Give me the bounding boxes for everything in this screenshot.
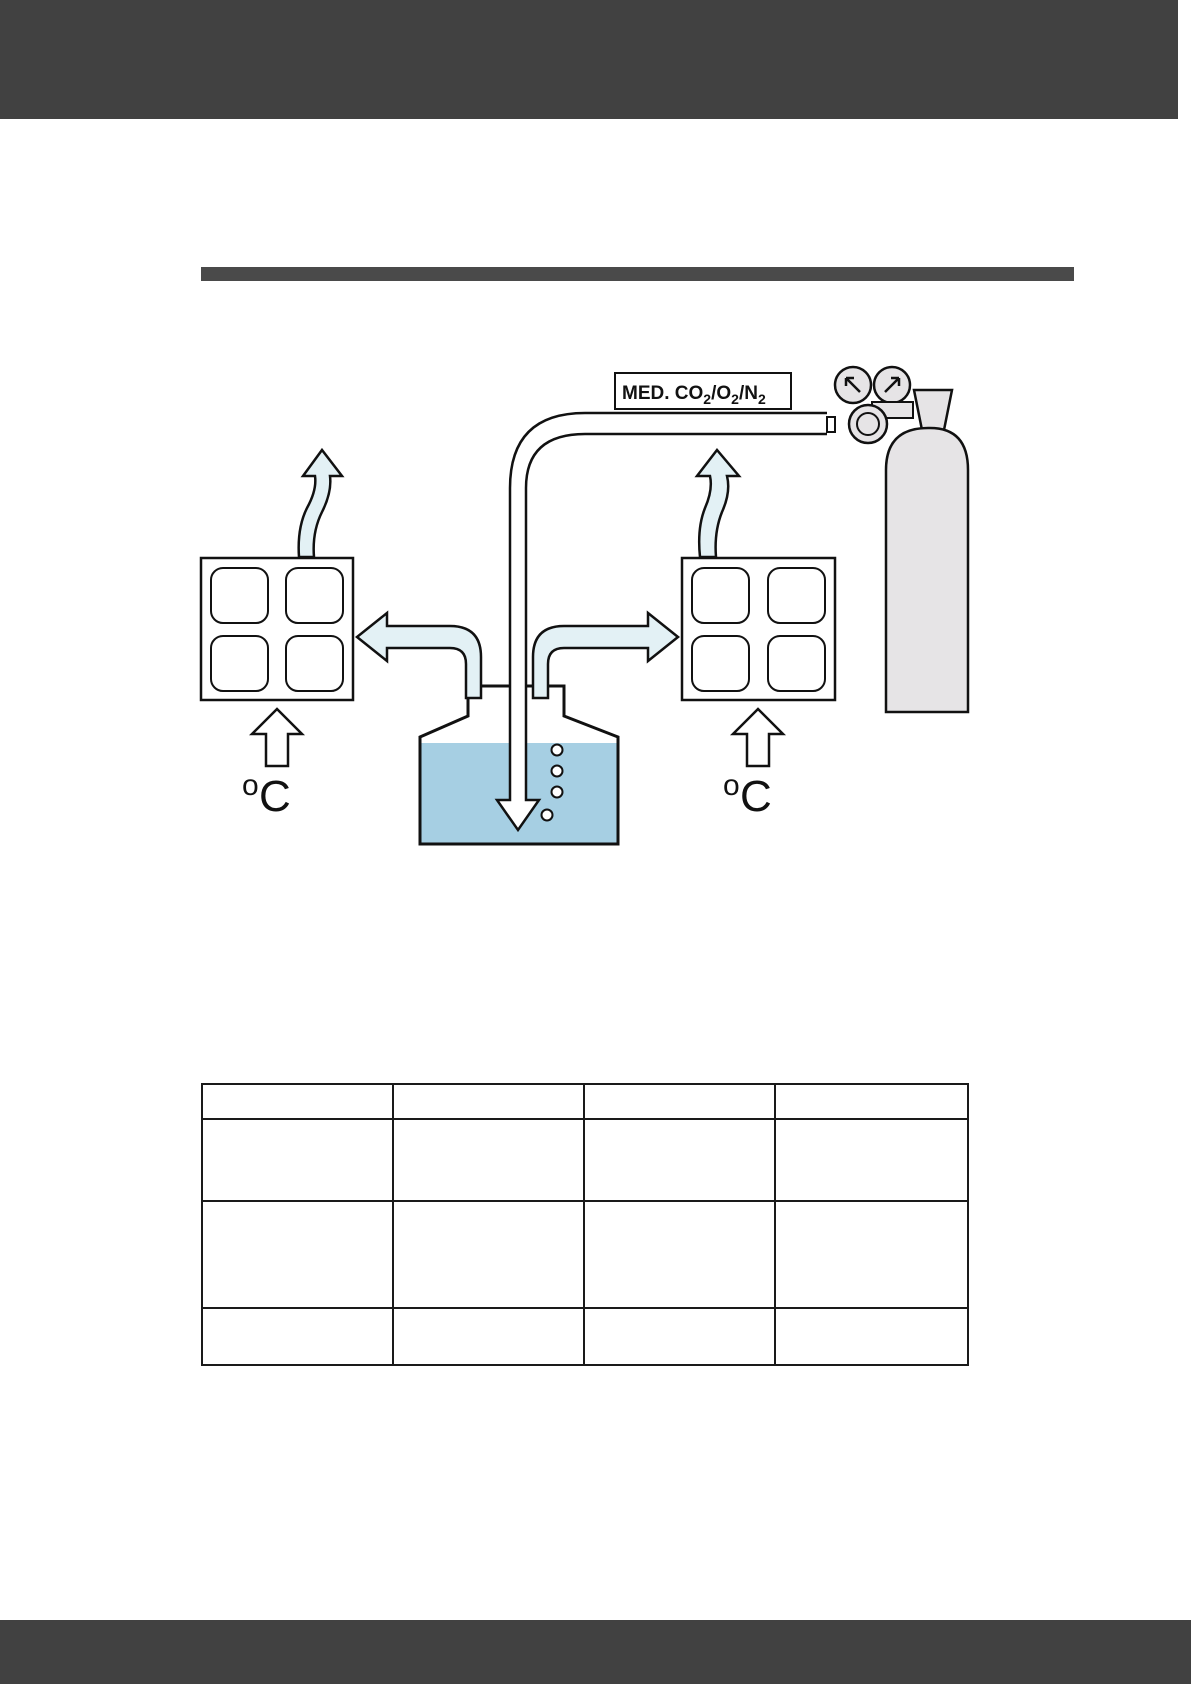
table-row — [202, 1201, 968, 1308]
left-outlet-arrow — [357, 613, 481, 698]
table-cell — [584, 1119, 775, 1201]
heat-input-arrow-icon — [252, 709, 302, 766]
table-cell — [775, 1201, 968, 1308]
right-temp-unit: C — [740, 772, 772, 821]
table-row — [202, 1308, 968, 1365]
bubble — [542, 810, 553, 821]
table-cell — [202, 1119, 393, 1201]
table-cell — [775, 1084, 968, 1119]
table-cell — [202, 1308, 393, 1365]
well-plate-icon — [682, 558, 835, 700]
table-cell — [202, 1084, 393, 1119]
left-temp-degree: o — [242, 769, 259, 802]
table-cell — [393, 1308, 584, 1365]
table-cell — [393, 1119, 584, 1201]
bubble — [552, 745, 563, 756]
right-temp-degree: o — [723, 769, 740, 802]
table-cell — [393, 1201, 584, 1308]
gas-label-text: MED. $CO_2/O_2/N_2$ — [622, 383, 766, 407]
well-plate-icon — [201, 558, 353, 700]
table-cell — [775, 1308, 968, 1365]
footer-band — [0, 1620, 1191, 1684]
table-cell — [202, 1201, 393, 1308]
left-temp-unit: C — [259, 772, 291, 821]
data-table — [201, 1083, 969, 1366]
heat-input-arrow-icon — [733, 709, 783, 766]
exhaust-arrow-icon — [697, 450, 739, 557]
table-row — [202, 1119, 968, 1201]
bubble — [552, 766, 563, 777]
table-row — [202, 1084, 968, 1119]
table-cell — [775, 1119, 968, 1201]
pressure-gauge-icon — [827, 367, 913, 443]
gas-cylinder-icon — [886, 390, 968, 712]
table-cell — [584, 1308, 775, 1365]
table-cell — [584, 1084, 775, 1119]
bubble — [552, 787, 563, 798]
table-cell — [584, 1201, 775, 1308]
table-cell — [393, 1084, 584, 1119]
gas-label — [615, 373, 791, 409]
exhaust-arrow-icon — [299, 450, 342, 557]
